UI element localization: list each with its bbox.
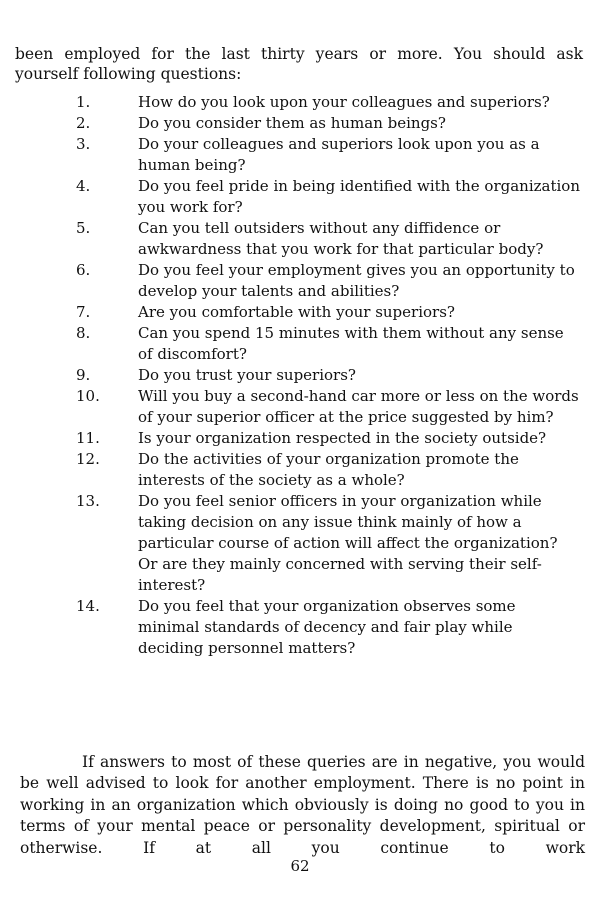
question-number: 7.	[76, 303, 91, 321]
question-number: 12.	[76, 450, 100, 468]
question-number: 5.	[76, 219, 91, 237]
question-item	[0, 176, 600, 218]
question-item	[0, 323, 600, 365]
question-text: Do your colleagues and superiors look upon you as a human being?	[138, 135, 540, 174]
question-item	[0, 449, 600, 491]
question-text: Are you comfortable with your superiors?	[138, 303, 455, 321]
question-text: Do you feel senior officers in your organization while taking decision on any issue think mainly of how a particular course of action will affect the organization? Or are they mainly concerned with serving their self-interest?	[138, 492, 558, 594]
question-text: Do you trust your superiors?	[138, 366, 356, 384]
question-item	[0, 365, 600, 386]
question-item	[0, 134, 600, 176]
question-text: How do you look upon your colleagues and superiors?	[138, 93, 550, 111]
question-text: Do the activities of your organization promote the interests of the society as a whole?	[138, 450, 519, 489]
question-number: 8.	[76, 324, 91, 342]
question-item	[0, 260, 600, 302]
question-number: 1.	[76, 93, 91, 111]
question-number: 10.	[76, 387, 100, 405]
question-number: 6.	[76, 261, 91, 279]
question-item	[0, 113, 600, 134]
question-number: 9.	[76, 366, 91, 384]
page-number: 62	[290, 857, 310, 875]
question-list	[0, 92, 600, 659]
question-item	[0, 92, 600, 113]
intro-paragraph: been employed for the last thirty years or more. You should ask yourself following questions:	[15, 44, 583, 83]
closing-paragraph: If answers to most of these queries are in negative, you would be well advised to look for another employment. There is no point in working in an organization which obviously is doing no good to you in terms of your mental peace or personality development, spiritual or otherwise. If at all you continue to work	[20, 752, 585, 857]
question-number: 14.	[76, 597, 100, 615]
question-text: Do you feel your employment gives you an opportunity to develop your talents and abilities?	[138, 261, 575, 300]
question-number: 13.	[76, 492, 100, 510]
question-number: 4.	[76, 177, 91, 195]
question-item	[0, 428, 600, 449]
question-text: Will you buy a second-hand car more or less on the words of your superior officer at the price suggested by him?	[138, 387, 579, 426]
question-text: Is your organization respected in the society outside?	[138, 429, 547, 447]
question-item	[0, 302, 600, 323]
question-number: 11.	[76, 429, 100, 447]
question-text: Do you consider them as human beings?	[138, 114, 446, 132]
question-text: Do you feel pride in being identified with the organization you work for?	[138, 177, 580, 216]
question-text: Do you feel that your organization observes some minimal standards of decency and fair play while deciding personnel matters?	[138, 597, 516, 657]
question-text: Can you spend 15 minutes with them without any sense of discomfort?	[138, 324, 564, 363]
question-number: 2.	[76, 114, 91, 132]
question-text: Can you tell outsiders without any diffidence or awkwardness that you work for that particular body?	[138, 219, 544, 258]
question-item	[0, 386, 600, 428]
question-number: 3.	[76, 135, 91, 153]
question-item	[0, 491, 600, 596]
question-item	[0, 218, 600, 260]
question-item	[0, 596, 600, 659]
